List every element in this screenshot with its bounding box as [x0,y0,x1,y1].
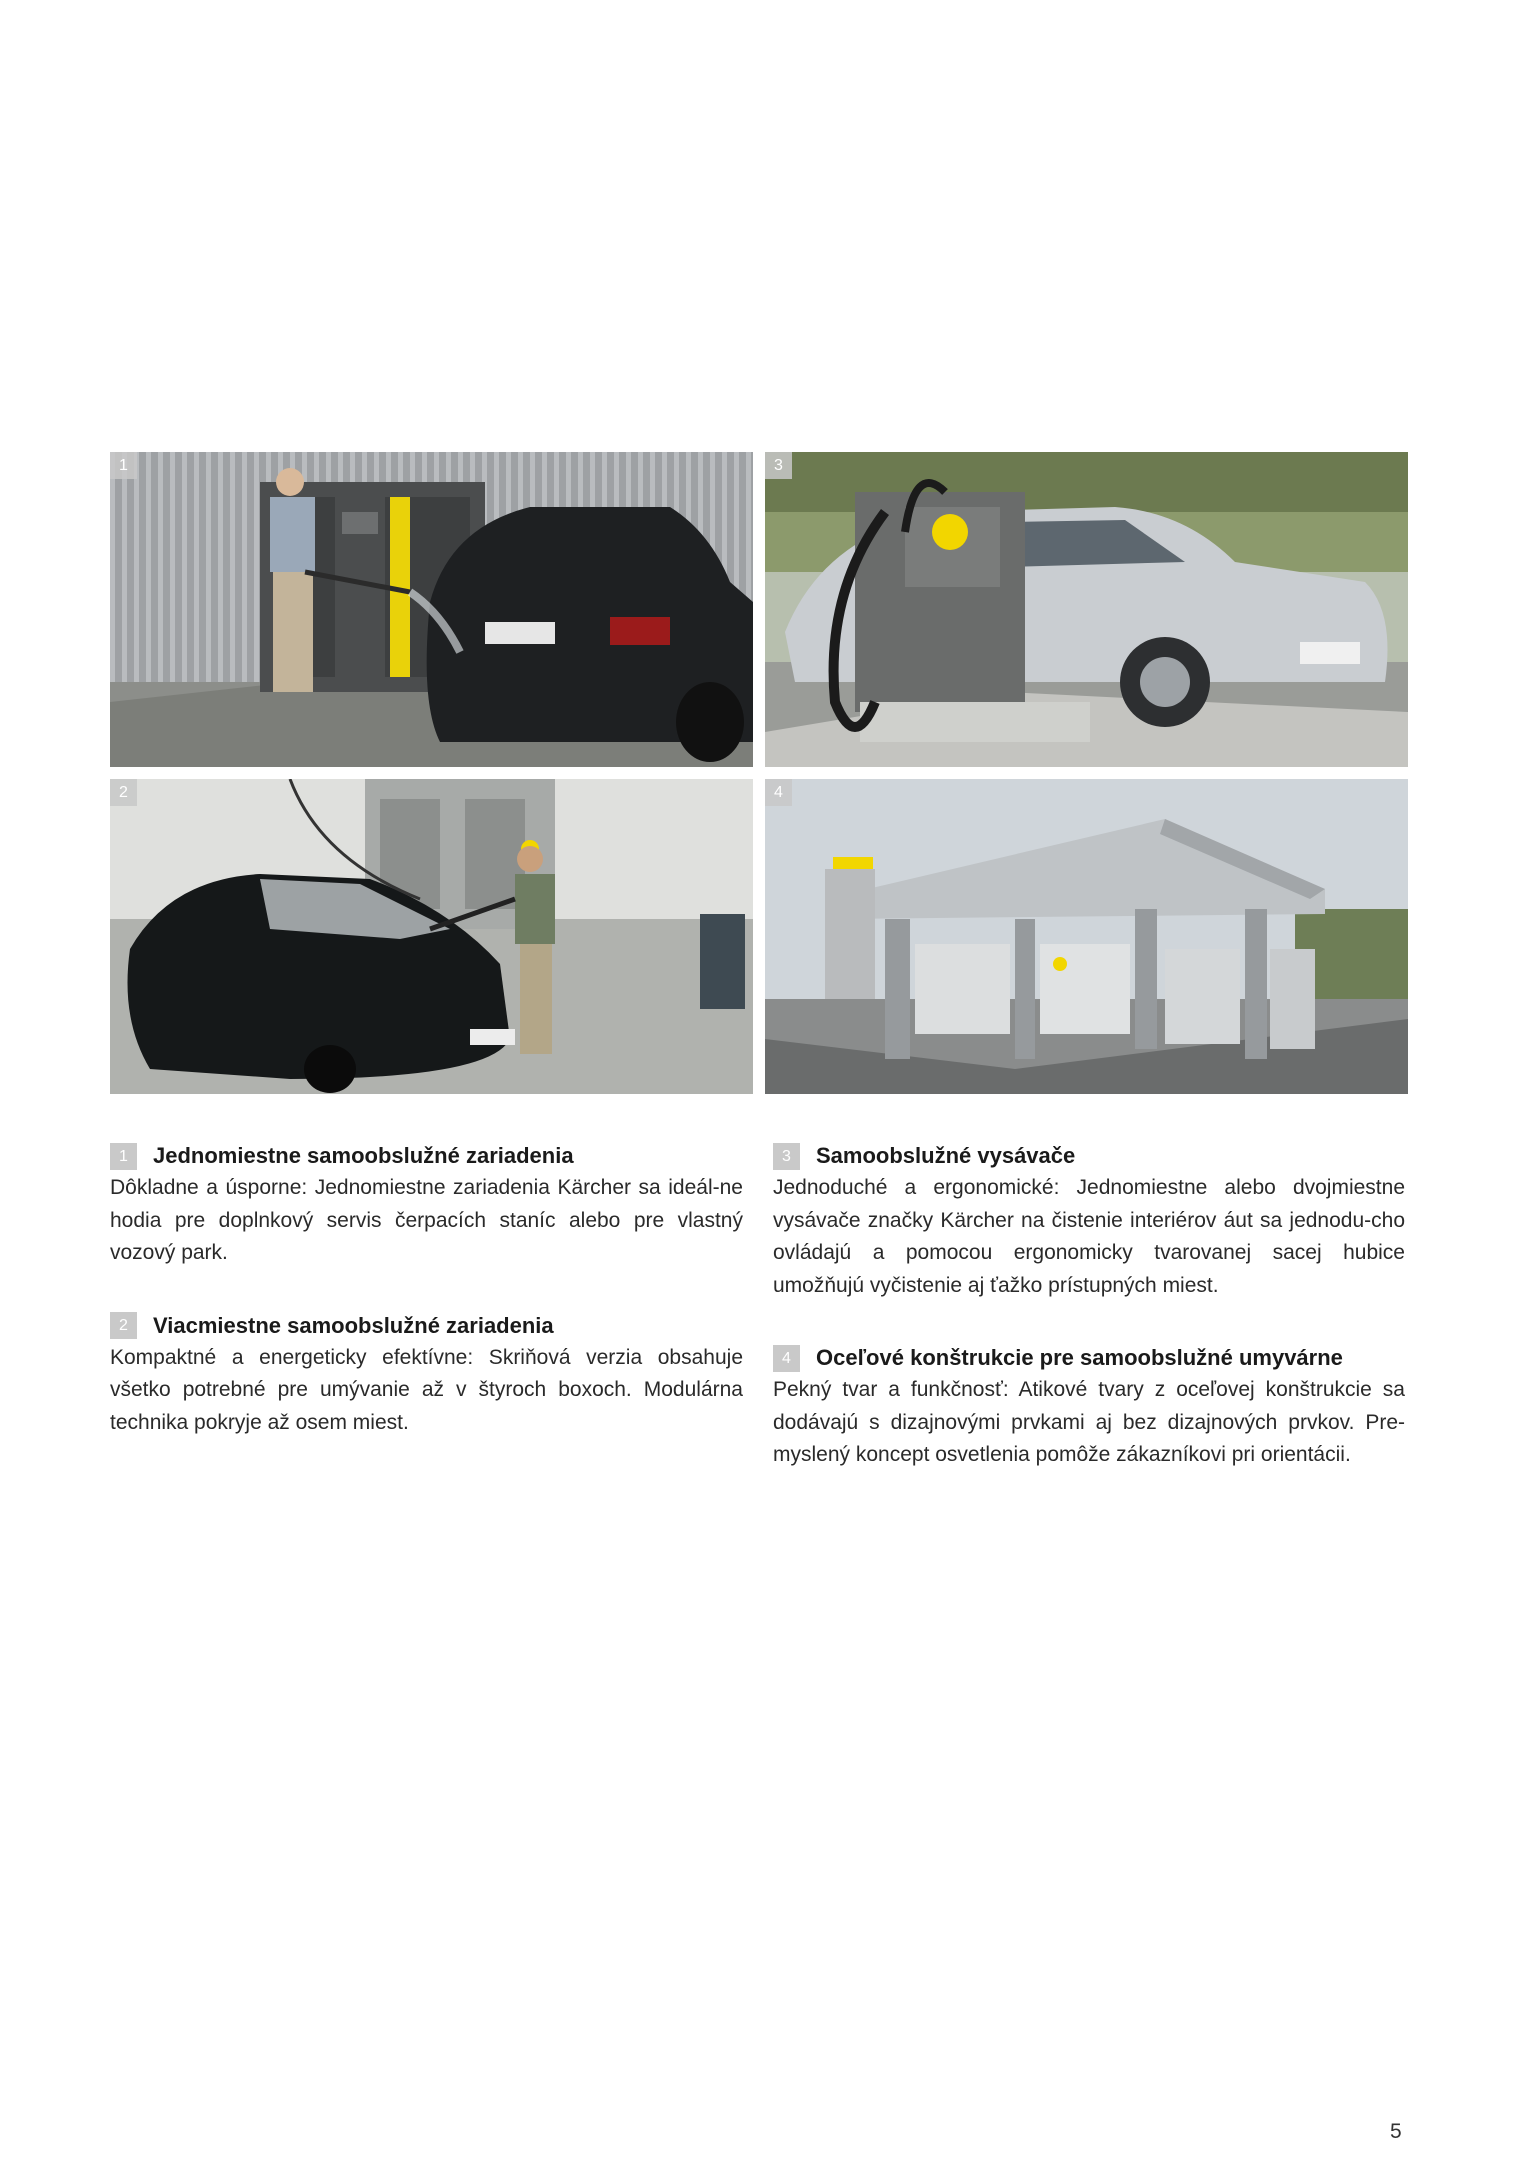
section-title: Samoobslužné vysávače [816,1143,1076,1168]
section-number: 2 [110,1312,137,1339]
photo-steel-structure [765,779,1408,1094]
section-item [110,1140,743,1270]
photo-number: 4 [765,779,792,806]
section-item [773,1342,1405,1472]
section-heading [773,1342,1405,1374]
text-column-right [773,1140,1405,1512]
page-number: 5 [1390,2120,1402,2143]
section-number: 1 [110,1143,137,1170]
section-body: Kompaktné a energeticky efektívne: Skriňová verzia obsahuje všetko potrebné pre umývanie až v štyroch boxoch. Modulárna technika pokryje až osem miest. [110,1345,743,1434]
photo-number: 1 [110,452,137,479]
photo-vacuum-station-image [765,452,1408,767]
section-title: Oceľové konštrukcie pre samoobslužné umyvárne [816,1345,1343,1370]
photo-steel-structure-image [765,779,1408,1094]
section-title: Jednomiestne samoobslužné zariadenia [153,1143,574,1168]
photo-vacuum-station [765,452,1408,767]
section-body: Pekný tvar a funkčnosť: Atikové tvary z oceľovej konštrukcie sa dodávajú s dizajnovými prvkami aj bez dizajnových prvkov. Pre-myslený koncept osvetlenia pomôže zákazníkovi pri orientácii. [773,1378,1405,1466]
photo-single-bay-wash [110,452,753,767]
photo-number: 3 [765,452,792,479]
photo-number: 2 [110,779,137,806]
photo-multi-bay-wash [110,779,753,1094]
section-body: Dôkladne a úsporne: Jednomiestne zariadenia Kärcher sa ideál-ne hodia pre doplnkový servis čerpacích staníc alebo pre vlastný vozový park. [110,1176,743,1264]
section-number: 3 [773,1143,800,1170]
section-title: Viacmiestne samoobslužné zariadenia [153,1312,554,1338]
photo-multi-bay-wash-image [110,779,753,1094]
section-item [773,1140,1405,1302]
section-heading [110,1140,743,1172]
text-column-left [110,1140,743,1479]
section-body: Jednoduché a ergonomické: Jednomiestne alebo dvojmiestne vysávače značky Kärcher na čistenie interiérov áut sa jednodu-cho ovládajú a pomocou ergonomicky tvarovanej sacej hubice umožňujú vyčistenie aj ťažko prístupných miest. [773,1176,1405,1297]
photo-single-bay-wash-image [110,452,753,767]
section-heading [773,1140,1405,1172]
section-number: 4 [773,1345,800,1372]
section-item [110,1310,743,1440]
section-heading [110,1310,743,1342]
